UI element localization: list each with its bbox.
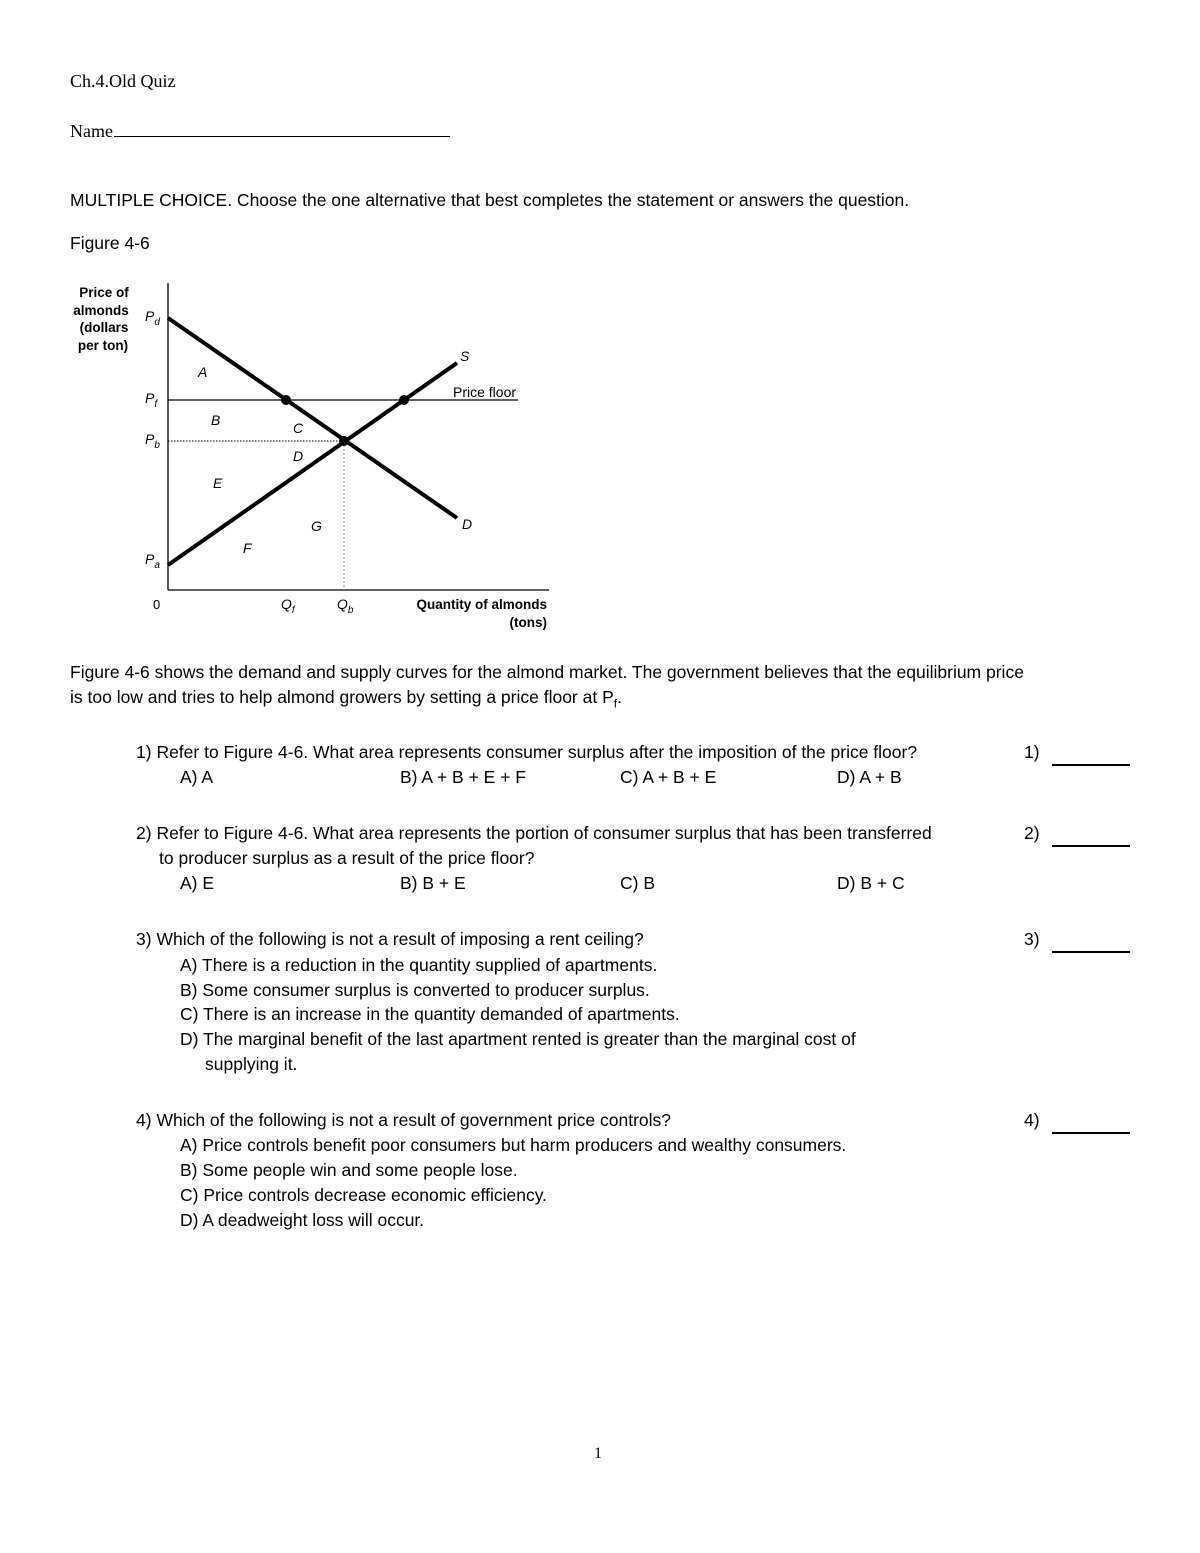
pb-label: $P_b$ (145, 431, 160, 451)
name-label: Name (70, 121, 113, 141)
demand-floor-point (281, 395, 291, 405)
q1-answer-label: 1) (1024, 742, 1040, 762)
instructions: MULTIPLE CHOICE. Choose the one alternative that best completes the statement or answers the question. (70, 190, 910, 210)
supply-label: S (460, 348, 470, 364)
xlabel-line-1: Quantity of almonds (416, 597, 547, 612)
ylabel-line-1: Price of (79, 285, 129, 300)
area-d-label: D (293, 448, 304, 464)
pf-label: $P_f$ (145, 390, 158, 410)
supply-floor-point (399, 395, 409, 405)
q2-stem-continued: to producer surplus as a result of the price floor? (159, 848, 535, 868)
equilibrium-point (339, 436, 349, 446)
q4-answer-label: 4) (1024, 1110, 1040, 1130)
origin-label: 0 (153, 597, 161, 612)
q2-choice-d[interactable]: D) B + C (837, 873, 905, 893)
figure-4-6 (0, 0, 600, 640)
q1-choice-c[interactable]: C) A + B + E (620, 767, 717, 787)
q3-choice-c[interactable]: C) There is an increase in the quantity demanded of apartments. (180, 1004, 680, 1024)
figure-caption: Figure 4-6 (70, 233, 150, 253)
q3-choice-d-continued: supplying it. (205, 1054, 298, 1074)
q2-choice-b[interactable]: B) B + E (400, 873, 466, 893)
area-a-label: A (198, 364, 208, 380)
q4-choice-c[interactable]: C) Price controls decrease economic efficiency. (180, 1185, 548, 1205)
ylabel-line-3: (dollars (79, 320, 129, 335)
q1-stem: 1) Refer to Figure 4-6. What area represents consumer surplus after the imposition of the price floor? (136, 742, 918, 762)
q2-answer-label: 2) (1024, 823, 1040, 843)
qf-label: $Q_f$ (281, 596, 295, 616)
area-b-label: B (211, 412, 221, 428)
q2-answer-blank[interactable] (1052, 845, 1130, 847)
q1-choice-b[interactable]: B) A + B + E + F (400, 767, 526, 787)
price-floor-label: Price floor (453, 384, 517, 400)
q4-stem: 4) Which of the following is not a result of government price controls? (136, 1110, 671, 1130)
q3-choice-b[interactable]: B) Some consumer surplus is converted to producer surplus. (180, 980, 650, 1000)
q3-choice-a[interactable]: A) There is a reduction in the quantity supplied of apartments. (180, 955, 658, 975)
ylabel-line-4: per ton) (77, 338, 129, 353)
q3-choice-d[interactable]: D) The marginal benefit of the last apartment rented is greater than the marginal cost of (180, 1029, 856, 1049)
figure-description-line-2: is too low and tries to help almond growers by setting a price floor at $P_f$. (70, 687, 622, 711)
q2-stem: 2) Refer to Figure 4-6. What area represents the portion of consumer surplus that has been transferred (136, 823, 932, 843)
q2-choice-a[interactable]: A) E (180, 873, 215, 893)
pd-label: $P_d$ (145, 308, 160, 328)
q4-choice-b[interactable]: B) Some people win and some people lose. (180, 1160, 518, 1180)
ylabel-line-2: almonds (73, 303, 129, 318)
q2-choice-c[interactable]: C) B (620, 873, 655, 893)
area-e-label: E (213, 475, 223, 491)
page-number: 1 (594, 1445, 602, 1462)
supply-demand-diagram (0, 0, 600, 640)
q4-choice-d[interactable]: D) A deadweight loss will occur. (180, 1210, 425, 1230)
area-g-label: G (311, 518, 322, 534)
xlabel-line-2: (tons) (509, 615, 547, 630)
demand-label: D (462, 516, 473, 532)
q3-answer-label: 3) (1024, 929, 1040, 949)
qb-label: $Q_b$ (337, 596, 354, 616)
area-c-label: C (293, 420, 304, 436)
q1-answer-blank[interactable] (1052, 764, 1130, 766)
q3-answer-blank[interactable] (1052, 951, 1130, 953)
pa-label: $P_a$ (145, 551, 160, 571)
supply-curve (168, 363, 457, 565)
q4-answer-blank[interactable] (1052, 1132, 1130, 1134)
quiz-title: Ch.4.Old Quiz (70, 71, 176, 91)
area-f-label: F (243, 540, 252, 556)
q1-choice-a[interactable]: A) A (180, 767, 214, 787)
q1-choice-d[interactable]: D) A + B (837, 767, 902, 787)
q3-stem: 3) Which of the following is not a result of imposing a rent ceiling? (136, 929, 644, 949)
q4-choice-a[interactable]: A) Price controls benefit poor consumers but harm producers and wealthy consumers. (180, 1135, 847, 1155)
figure-description-line-1: Figure 4-6 shows the demand and supply curves for the almond market. The government believes that the equilibrium price (70, 662, 1024, 682)
